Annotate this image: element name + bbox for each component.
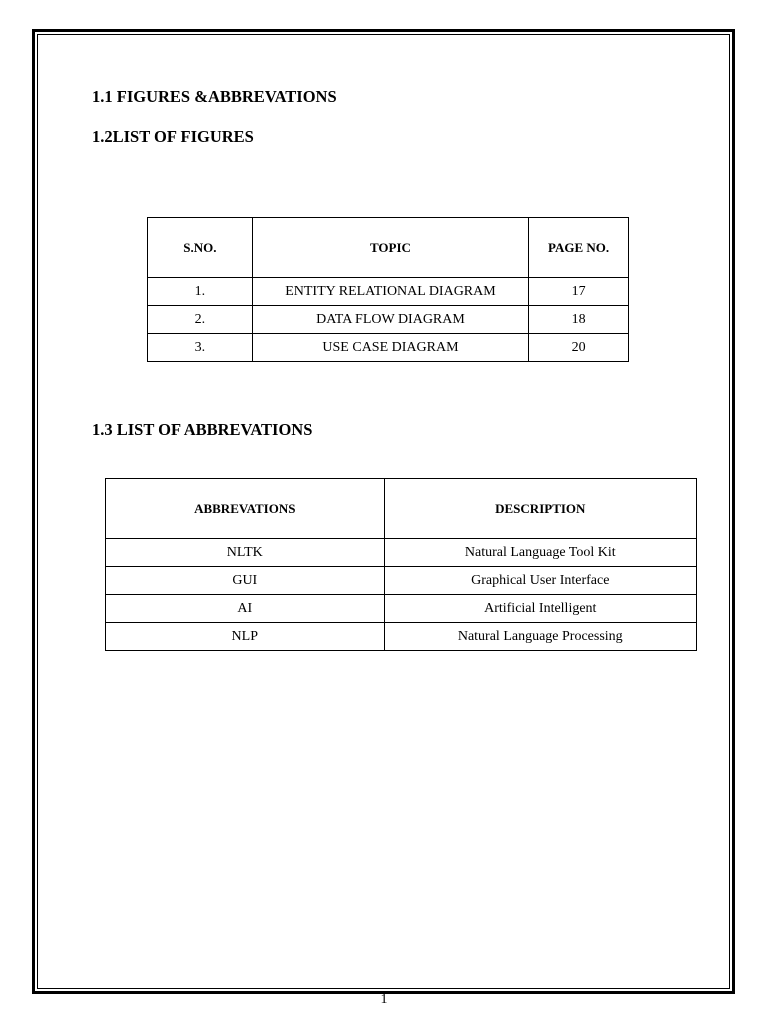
cell-topic: ENTITY RELATIONAL DIAGRAM xyxy=(252,278,528,306)
heading-list-of-figures: 1.2LIST OF FIGURES xyxy=(92,127,254,146)
header-abbreviations: ABBREVATIONS xyxy=(106,479,385,539)
cell-topic: USE CASE DIAGRAM xyxy=(252,334,528,362)
table-row xyxy=(106,539,697,567)
figures-table-header-row xyxy=(148,218,629,278)
cell-page-no: 20 xyxy=(529,334,629,362)
cell-description: Artificial Intelligent xyxy=(384,595,696,623)
cell-description: Natural Language Processing xyxy=(384,623,696,651)
cell-sno: 3. xyxy=(148,334,253,362)
heading-figures-abbreviations: 1.1 FIGURES &ABBREVATIONS xyxy=(92,87,337,106)
table-row xyxy=(106,595,697,623)
header-description: DESCRIPTION xyxy=(384,479,696,539)
cell-page-no: 17 xyxy=(529,278,629,306)
figures-table xyxy=(147,217,629,362)
cell-abbreviation: NLP xyxy=(106,623,385,651)
table-row xyxy=(148,278,629,306)
cell-description: Graphical User Interface xyxy=(384,567,696,595)
cell-topic: DATA FLOW DIAGRAM xyxy=(252,306,528,334)
table-row xyxy=(106,623,697,651)
cell-description: Natural Language Tool Kit xyxy=(384,539,696,567)
heading-list-of-abbreviations: 1.3 LIST OF ABBREVATIONS xyxy=(92,420,313,439)
header-sno: S.NO. xyxy=(148,218,253,278)
table-row xyxy=(148,334,629,362)
cell-abbreviation: GUI xyxy=(106,567,385,595)
table-row xyxy=(148,306,629,334)
cell-sno: 2. xyxy=(148,306,253,334)
table-row xyxy=(106,567,697,595)
cell-abbreviation: NLTK xyxy=(106,539,385,567)
header-topic: TOPIC xyxy=(252,218,528,278)
abbreviations-table xyxy=(105,478,697,651)
cell-page-no: 18 xyxy=(529,306,629,334)
cell-abbreviation: AI xyxy=(106,595,385,623)
header-page-no: PAGE NO. xyxy=(529,218,629,278)
cell-sno: 1. xyxy=(148,278,253,306)
abbreviations-table-header-row xyxy=(106,479,697,539)
page-number: 1 xyxy=(380,992,388,1007)
